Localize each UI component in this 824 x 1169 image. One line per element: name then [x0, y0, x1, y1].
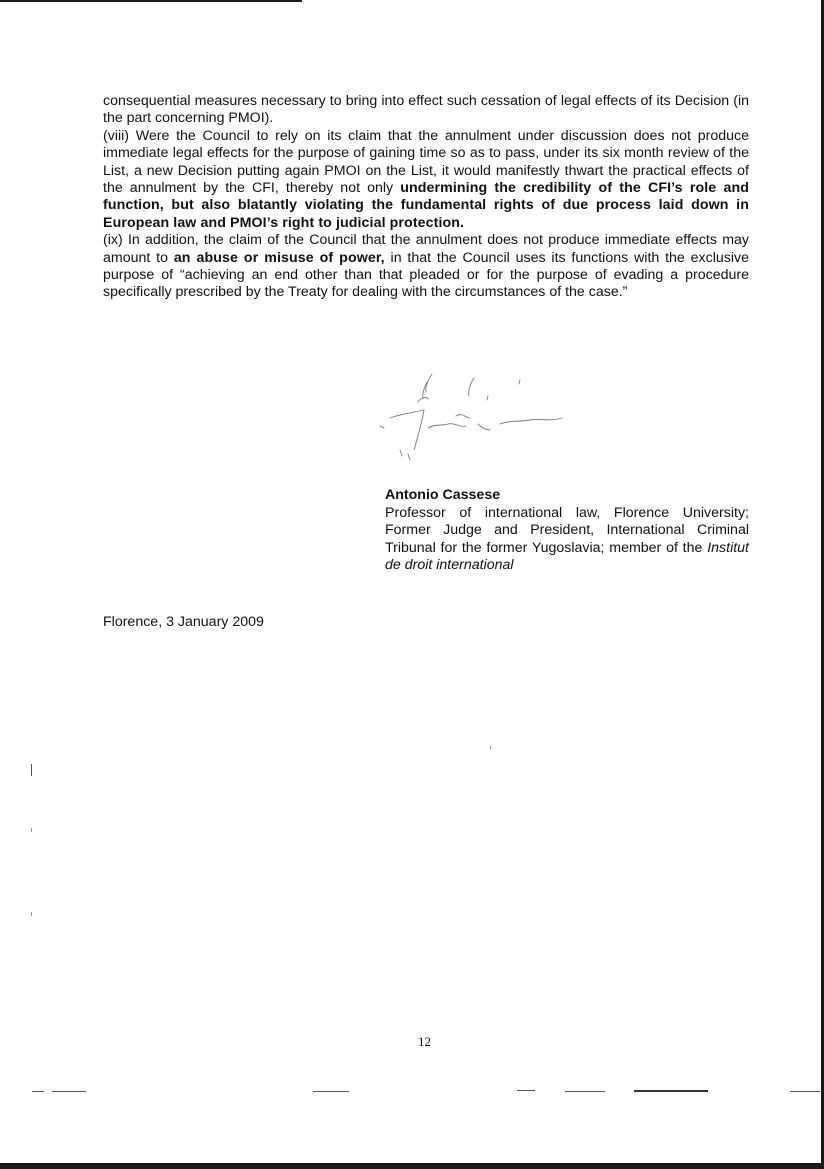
scan-mark [565, 1091, 605, 1092]
paragraph-continuation [103, 93, 749, 128]
handwritten-signature [370, 372, 570, 464]
paragraph-ix [103, 232, 749, 302]
scan-mark [634, 1090, 708, 1092]
scan-mark [517, 1090, 535, 1091]
scan-mark [31, 764, 32, 776]
scan-mark [52, 1091, 86, 1092]
paragraph-ix-emphasis: an abuse or misuse of power, [173, 249, 385, 266]
paragraph-continuation-text: consequential measures necessary to bring into effect such cessation of legal effects of its Decision (in the part concerning PMOI). [103, 93, 749, 127]
page-number: 12 [418, 1034, 431, 1049]
signatory-titles: Professor of international law, Florence University; Former Judge and President, International Criminal Tribunal for the former Yugoslavia; member of the [385, 504, 749, 556]
top-edge-rule [0, 0, 302, 2]
scan-mark [790, 1091, 820, 1092]
paragraph-viii-emphasis: undermining the credibility of the CFI’s role and function, but also blatantly violating the fundamental rights of due process laid down in European law and PMOI’s right to judicial protection. [103, 180, 749, 231]
place-and-date: Florence, 3 January 2009 [103, 614, 264, 630]
signatory-description [385, 505, 749, 575]
signatory-institute: Institut de droit international [385, 539, 749, 574]
scan-mark [31, 828, 32, 832]
paragraph-ix-text-start: (ix) In addition, the claim of the Council that the annulment does not produce immediate effects may amount to [103, 232, 749, 266]
paragraph-viii-text: (viii) Were the Council to rely on its claim that the annulment under discussion does not produce immediate legal effects for the purpose of gaining time so as to pass, under its six month review of the List, a new Decision putting again PMOI on the List, it would manifestly thwart the practical effects of the annulment by the CFI, thereby not only [103, 127, 749, 197]
paragraph-ix-text-end: in that the Council uses its functions with the exclusive purpose of “achieving an end other than that pleaded or for the purpose of evading a procedure specifically prescribed by the Treaty for dealing with the circumstances of the case.” [103, 249, 749, 301]
scan-mark [490, 746, 491, 749]
signature-block [385, 487, 749, 575]
scan-mark [31, 912, 32, 916]
document-body [103, 93, 749, 302]
scan-mark [313, 1091, 349, 1092]
scan-mark [32, 1091, 44, 1092]
bottom-scan-border [0, 1163, 824, 1169]
signatory-name: Antonio Cassese [385, 487, 501, 503]
paragraph-viii [103, 128, 749, 232]
